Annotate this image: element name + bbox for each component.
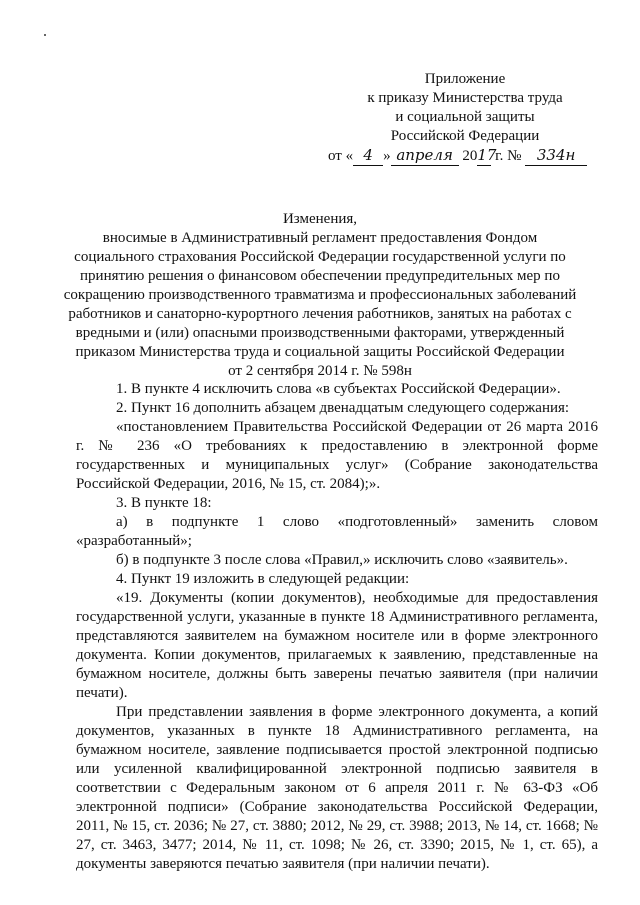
title-line: социального страхования Российской Федерации государственной услуги по (74, 249, 566, 265)
annex-line-3: и социальной защиты (395, 109, 535, 125)
paragraph-5: а) в подпункте 1 слово «подготовленный» заменить словом «разработанный»; (76, 514, 598, 549)
paragraph-3: «постановлением Правительства Российской Федерации от 26 марта 2016 г. № 236 «О требованиях к предоставлению в электронной форме государственных и муниципальных услуг» (Собрание законодательства Российской Федерации, 2016, № 15, ст. 2084);». (76, 419, 598, 492)
handwritten-day: 4 (353, 146, 383, 166)
document-body (76, 380, 598, 874)
document-heading: Изменения, (282, 211, 358, 227)
title-line: вносимые в Административный регламент предоставления Фондом (102, 230, 538, 246)
paragraph-7: 4. Пункт 19 изложить в следующей редакции: (116, 571, 410, 587)
year-prefix: 20 (462, 148, 478, 164)
number-label: г. № (495, 148, 522, 164)
paragraph-4: 3. В пункте 18: (116, 495, 212, 511)
title-line: сокращению производственного травматизма и профессиональных заболеваний (63, 287, 577, 303)
handwritten-month: апреля (391, 146, 459, 166)
annex-title: Приложение (424, 71, 506, 87)
paragraph-9: При представлении заявления в форме электронного документа, а копий документов, указанных в пункте 18 Административного регламента, на бумажном носителе, заявление подписывается простой электронной подписью или усиленной квалифицированной электронной подписью заявителя в соответствии с Федеральным законом от 6 апреля 2011 г. № 63-ФЗ «Об электронной подписи» (Собрание законодательства Российской Федерации, 2011, № 15, ст. 2036; № 27, ст. 3880; 2012, № 29, ст. 3988; 2013, № 14, ст. 1668; № 27, ст. 3463, 3477; 2014, № 11, ст. 1098; № 26, ст. 3390; 2015, № 1, ст. 65), а документы заверяются печатью заявителя (при наличии печати). (76, 704, 598, 872)
annex-line-4: Российской Федерации (390, 128, 540, 144)
paragraph-8: «19. Документы (копии документов), необходимые для предоставления государственной услуги, указанные в пункте 18 Административного регламента, представляются заявителем на бумажном носителе или в форме электронного документа. Копии документов, прилагаемых к заявлению, представленные на бумажном носителе, должны быть заверены печатью заявителя (при наличии печати). (76, 590, 598, 701)
annex-header (330, 70, 600, 166)
title-line: работников и санаторно-курортного лечения работников, занятых на работах с (68, 306, 572, 322)
title-line: вредными и (или) опасными производственными факторами, утвержденный (75, 325, 565, 341)
annex-line-2: к приказу Министерства труда (367, 90, 563, 106)
paragraph-1: 1. В пункте 4 исключить слова «в субъектах Российской Федерации». (116, 381, 561, 397)
paragraph-6: б) в подпункте 3 после слова «Правил,» исключить слово «заявитель». (116, 552, 568, 568)
date-quote-close: » (383, 148, 391, 164)
scan-speck (44, 34, 46, 36)
title-line: от 2 сентября 2014 г. № 598н (228, 363, 412, 379)
handwritten-year: 17 (477, 146, 497, 164)
title-line: принятию решения о финансовом обеспечении предупредительных мер по (80, 268, 560, 284)
title-line: приказом Министерства труда и социальной защиты Российской Федерации (75, 344, 565, 360)
date-from-label: от « (328, 148, 354, 164)
handwritten-order-number: 334н (525, 146, 587, 166)
order-date-line (328, 146, 600, 166)
paragraph-2: 2. Пункт 16 дополнить абзацем двенадцатым следующего содержания: (116, 400, 570, 416)
document-title-block (60, 210, 580, 381)
